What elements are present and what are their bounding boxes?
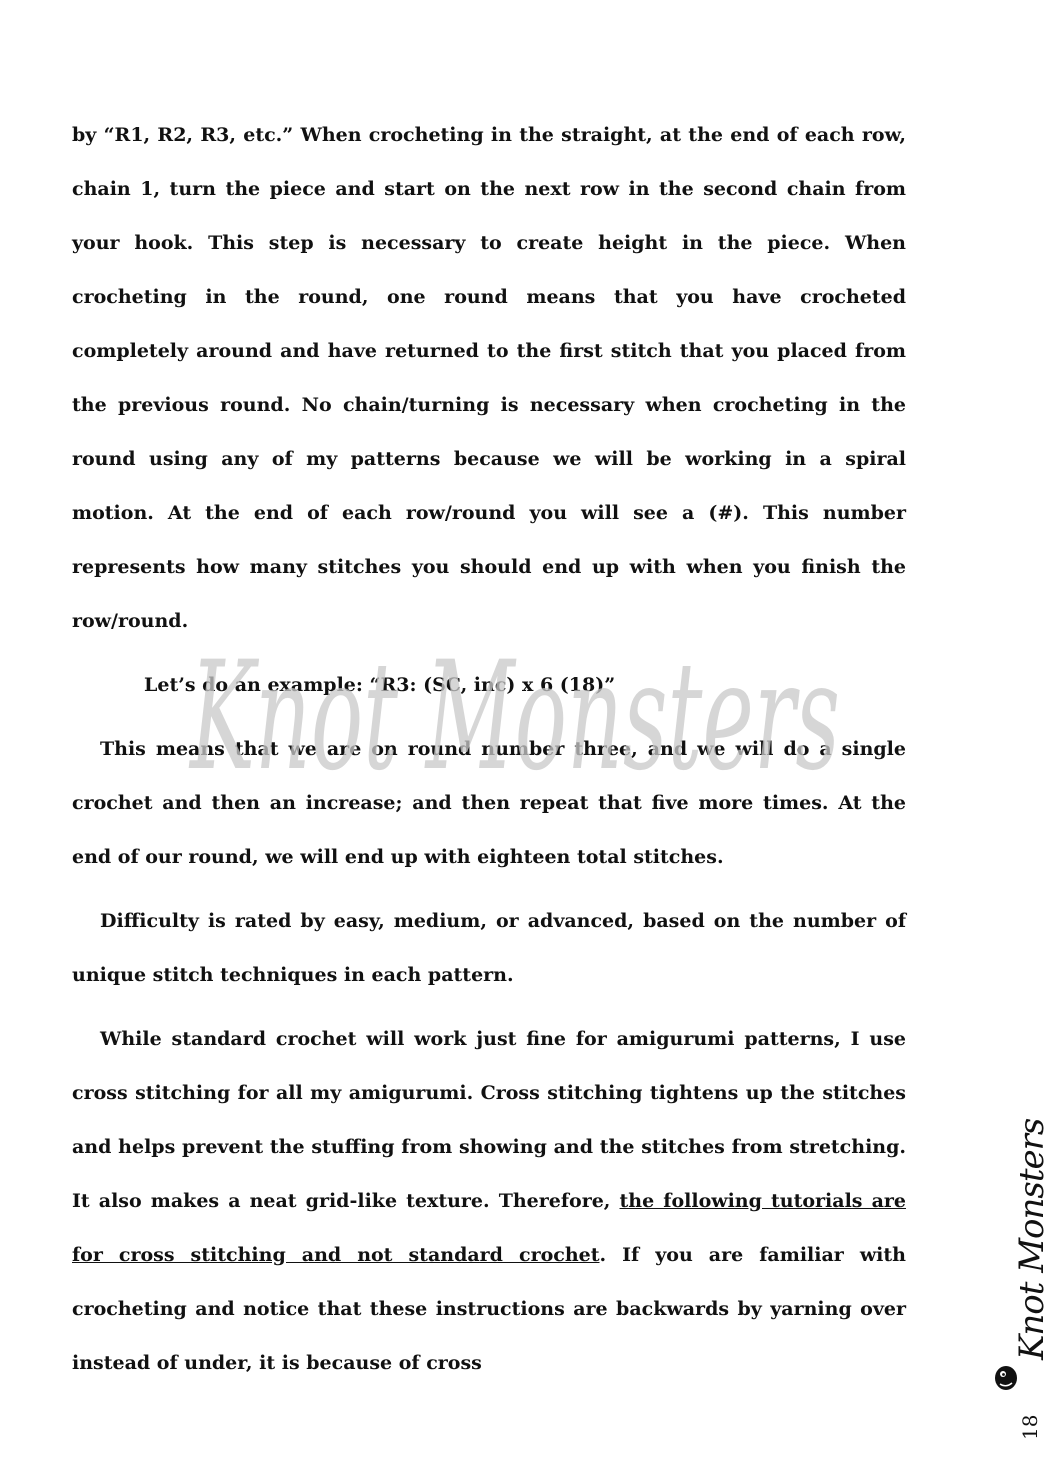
paragraph-example-explanation: This means that we are on round number three, and we will do a single crochet and then an increase; and then repeat that five more times. At the end of our round, we will end up with eighteen total stitches. (72, 738, 906, 868)
example-line: Let’s do an example: “R3: (SC, inc) x 6 (18)” (144, 674, 616, 696)
cross-stitch-text-start: While standard crochet will work just fine for amigurumi patterns, I use cross stitching for all my amigurumi. Cross stitching tightens up the stitches and helps prevent the stuffing from showing and the stitches from stretching. It also makes a neat grid-like texture. Therefore, (72, 1028, 906, 1212)
watermark-text: Knot Monsters (188, 630, 840, 804)
cross-stitch-underlined-note: the following tutorials are for cross stitching and not standard crochet (72, 1190, 906, 1266)
cross-stitch-text-end: . If you are familiar with crocheting and notice that these instructions are backwards by yarning over instead of under, it is because of cross (72, 1244, 906, 1374)
paragraph-rows-rounds: by “R1, R2, R3, etc.” When crocheting in the straight, at the end of each row, chain 1, turn the piece and start on the next row in the second chain from your hook. This step is necessary to create height in the piece. When crocheting in the round, one round means that you have crocheted completely around and have returned to the first stitch that you placed from the previous round. No chain/turning is necessary when crocheting in the round using any of my patterns because we will be working in a spiral motion. At the end of each row/round you will see a (#). This number represents how many stitches you should end up with when you finish the row/round. (72, 124, 906, 632)
page-number: 18 (1018, 1414, 1042, 1440)
paragraph-difficulty: Difficulty is rated by easy, medium, or advanced, based on the number of unique stitch techniques in each pattern. (72, 910, 906, 986)
side-brand-logo-text: Knot Monsters (1012, 1118, 1052, 1360)
page-body (72, 108, 906, 1390)
monster-icon (992, 1362, 1020, 1392)
paragraph-cross-stitching (72, 1012, 906, 1390)
